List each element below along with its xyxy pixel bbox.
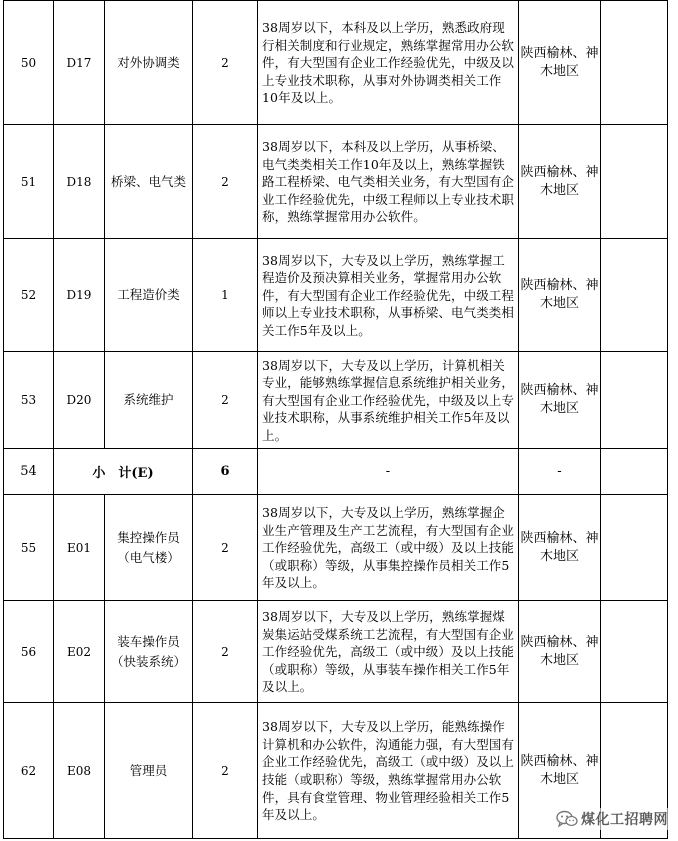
work-location: 陕西榆林、神木地区: [519, 1, 601, 125]
position-name: 装车操作员（快装系统）: [105, 601, 193, 703]
subtotal-count: 6: [193, 449, 258, 495]
row-number: 51: [4, 125, 54, 239]
remarks: [601, 1, 668, 125]
headcount: 1: [193, 239, 258, 352]
subtotal-row: [4, 449, 668, 495]
requirements: 38周岁以下，本科及以上学历，熟悉政府现行相关制度和行业规定，熟练掌握常用办公软件，有大型国有企业工作经验优先，中级及以上专业技术职称，从事对外协调类相关工作10年及以上。: [258, 1, 519, 125]
requirements: 38周岁以下，大专及以上学历，计算机相关专业，能够熟练掌握信息系统维护相关业务，有大型国有企业工作经验优先，中级及以上专业技术职称，从事系统维护相关工作5年及以上。: [258, 352, 519, 449]
requirements: 38周岁以下，大专及以上学历，熟练掌握企业生产管理及生产工艺流程，有大型国有企业工作经验优先，高级工（或中级）及以上技能（或职称）等级，从事集控操作员相关工作5年及以上。: [258, 495, 519, 601]
position-name: 管理员: [105, 703, 193, 839]
headcount: 2: [193, 352, 258, 449]
table-row: [4, 495, 668, 601]
requirements: 38周岁以下，大专及以上学历，熟练掌握煤炭集运站受煤系统工艺流程，有大型国有企业工作经验优先，高级工（或中级）及以上技能（或职称）等级，从事装车操作相关工作5年及以上。: [258, 601, 519, 703]
position-code: D20: [54, 352, 105, 449]
table-row: [4, 601, 668, 703]
remarks: [601, 352, 668, 449]
position-code: E02: [54, 601, 105, 703]
work-location: 陕西榆林、神木地区: [519, 352, 601, 449]
requirements: 38周岁以下，大专及以上学历，能熟练操作计算机和办公软件，沟通能力强，有大型国有企业工作经验优先，高级工（或中级）及以上技能（或职称）等级，熟练掌握常用办公软件，具有食堂管理、物业管理经验相关工作5年及以上。: [258, 703, 519, 839]
subtotal-location: -: [519, 449, 601, 495]
remarks: [601, 239, 668, 352]
row-number: 53: [4, 352, 54, 449]
watermark: [554, 808, 670, 830]
position-code: D18: [54, 125, 105, 239]
table-row: [4, 239, 668, 352]
table-row: [4, 125, 668, 239]
position-name: 对外协调类: [105, 1, 193, 125]
headcount: 2: [193, 125, 258, 239]
subtotal-requirements: -: [258, 449, 519, 495]
position-name: 系统维护: [105, 352, 193, 449]
work-location: 陕西榆林、神木地区: [519, 495, 601, 601]
work-location: 陕西榆林、神木地区: [519, 239, 601, 352]
position-code: D17: [54, 1, 105, 125]
row-number: 62: [4, 703, 54, 839]
row-number: 55: [4, 495, 54, 601]
headcount: 2: [193, 601, 258, 703]
remarks: [601, 449, 668, 495]
work-location: 陕西榆林、神木地区: [519, 125, 601, 239]
position-name: 桥梁、电气类: [105, 125, 193, 239]
remarks: [601, 495, 668, 601]
work-location: 陕西榆林、神木地区: [519, 601, 601, 703]
row-number: 52: [4, 239, 54, 352]
remarks: [601, 601, 668, 703]
requirements: 38周岁以下，大专及以上学历，熟练掌握工程造价及预决算相关业务，掌握常用办公软件，有大型国有企业工作经验优先，中级工程师以上专业技术职称，从事桥梁、电气类类相关工作5年及以上。: [258, 239, 519, 352]
wechat-icon: [556, 810, 578, 828]
headcount: 2: [193, 495, 258, 601]
requirements: 38周岁以下，本科及以上学历，从事桥梁、电气类类相关工作10年及以上，熟练掌握铁路工程桥梁、电气类相关业务，有大型国有企业工作经验优先，中级工程师以上专业技术职称，熟练掌握常用办公软件。: [258, 125, 519, 239]
table-row: [4, 1, 668, 125]
recruitment-table: [3, 0, 668, 839]
row-number: 50: [4, 1, 54, 125]
headcount: 2: [193, 703, 258, 839]
subtotal-label: 小 计(E): [54, 449, 193, 495]
position-code: D19: [54, 239, 105, 352]
position-code: E01: [54, 495, 105, 601]
headcount: 2: [193, 1, 258, 125]
row-number: 54: [4, 449, 54, 495]
work-location: 陕西榆林、神木地区: [519, 703, 601, 839]
watermark-text: 煤化工招聘网: [581, 812, 668, 828]
table-row: [4, 352, 668, 449]
row-number: 56: [4, 601, 54, 703]
position-name: 工程造价类: [105, 239, 193, 352]
position-code: E08: [54, 703, 105, 839]
position-name: 集控操作员（电气楼）: [105, 495, 193, 601]
remarks: [601, 125, 668, 239]
